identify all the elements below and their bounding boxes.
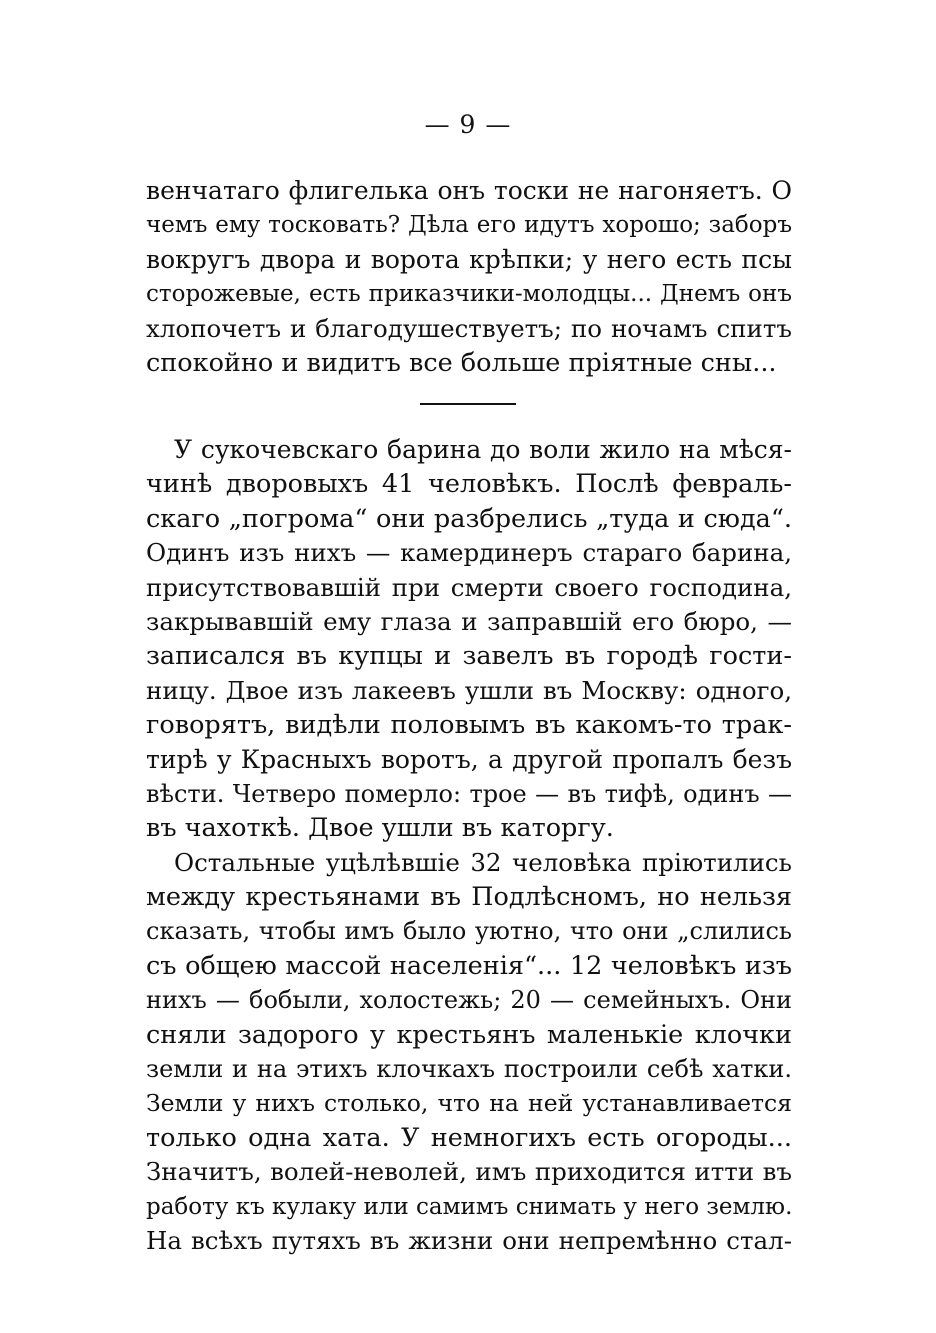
section-body xyxy=(146,433,792,1258)
text-line: въ чахоткѣ. Двое ушли въ каторгу. xyxy=(146,813,614,844)
text-line: вокругъ двора и ворота крѣпки; у него есть псы xyxy=(146,244,792,274)
text-line: сказать, чтобы имъ было уютно, что они „слились xyxy=(146,917,792,946)
page-number: — 9 — xyxy=(424,110,512,139)
text-line: сняли задорого у крестьянъ маленькіе клочки xyxy=(146,1019,792,1050)
text-line: чинѣ дворовыхъ 41 человѣкъ. Послѣ февраль- xyxy=(146,469,792,500)
text-line: Земли у нихъ столько, что на ней устанавливается xyxy=(146,1089,792,1118)
text-line: На всѣхъ путяхъ въ жизни они непремѣнно стал- xyxy=(146,1225,792,1255)
text-line: чемъ ему тосковать? Дѣла его идутъ хорошо; заборъ xyxy=(146,212,792,239)
text-line: присутствовавшій при смерти своего господина, xyxy=(146,572,792,602)
text-line: нихъ — бобыли, холостежь; 20 — семейныхъ. Они xyxy=(146,986,792,1015)
text-line: говорятъ, видѣли половымъ въ какомъ-то трак- xyxy=(146,710,792,741)
text-line: только одна хата. У немногихъ есть огороды... xyxy=(146,1122,792,1153)
text-line: сторожевые, есть приказчики-молодцы... Днемъ онъ xyxy=(146,281,792,308)
text-line: спокойно и видитъ все больше пріятные сны... xyxy=(146,347,777,378)
text-line: закрывавшій ему глаза и заправшій его бюро, — xyxy=(146,606,792,636)
text-line: съ общею массой населенія“... 12 человѣкъ изъ xyxy=(146,950,792,981)
text-line: земли и на этихъ клочкахъ построили себѣ хатки. xyxy=(146,1055,792,1084)
text-line: Значитъ, волей-неволей, имъ приходится итти въ xyxy=(146,1157,792,1187)
text-line: Остальные уцѣлѣвшіе 32 человѣка пріютились xyxy=(174,847,792,877)
text-line: У сукочевскаго барина до воли жило на мѣся- xyxy=(174,435,792,464)
text-line: венчатаго флигелька онъ тоски не нагоняетъ. О xyxy=(146,176,792,205)
text-line: между крестьянами въ Подлѣсномъ, но нельзя xyxy=(146,882,792,913)
text-line: вѣсти. Четверо померло: трое — въ тифѣ, одинъ — xyxy=(146,779,792,808)
text-line: записался въ купцы и завелъ въ городѣ гости- xyxy=(146,641,792,672)
section-divider xyxy=(420,403,516,405)
text-line: работу къ кулаку или самимъ снимать у него землю. xyxy=(146,1193,792,1220)
text-line: хлопочетъ и благодушествуетъ; по ночамъ спитъ xyxy=(146,313,792,343)
paragraph-continuation xyxy=(146,174,792,380)
text-line: тирѣ у Красныхъ воротъ, а другой пропалъ безъ xyxy=(146,744,792,774)
text-line: Одинъ изъ нихъ — камердинеръ стараго барина, xyxy=(146,538,792,568)
text-line: ницу. Двое изъ лакеевъ ушли въ Москву: одного, xyxy=(146,675,792,705)
text-line: скаго „погрома“ они разбрелись „туда и сюда“. xyxy=(146,503,792,534)
